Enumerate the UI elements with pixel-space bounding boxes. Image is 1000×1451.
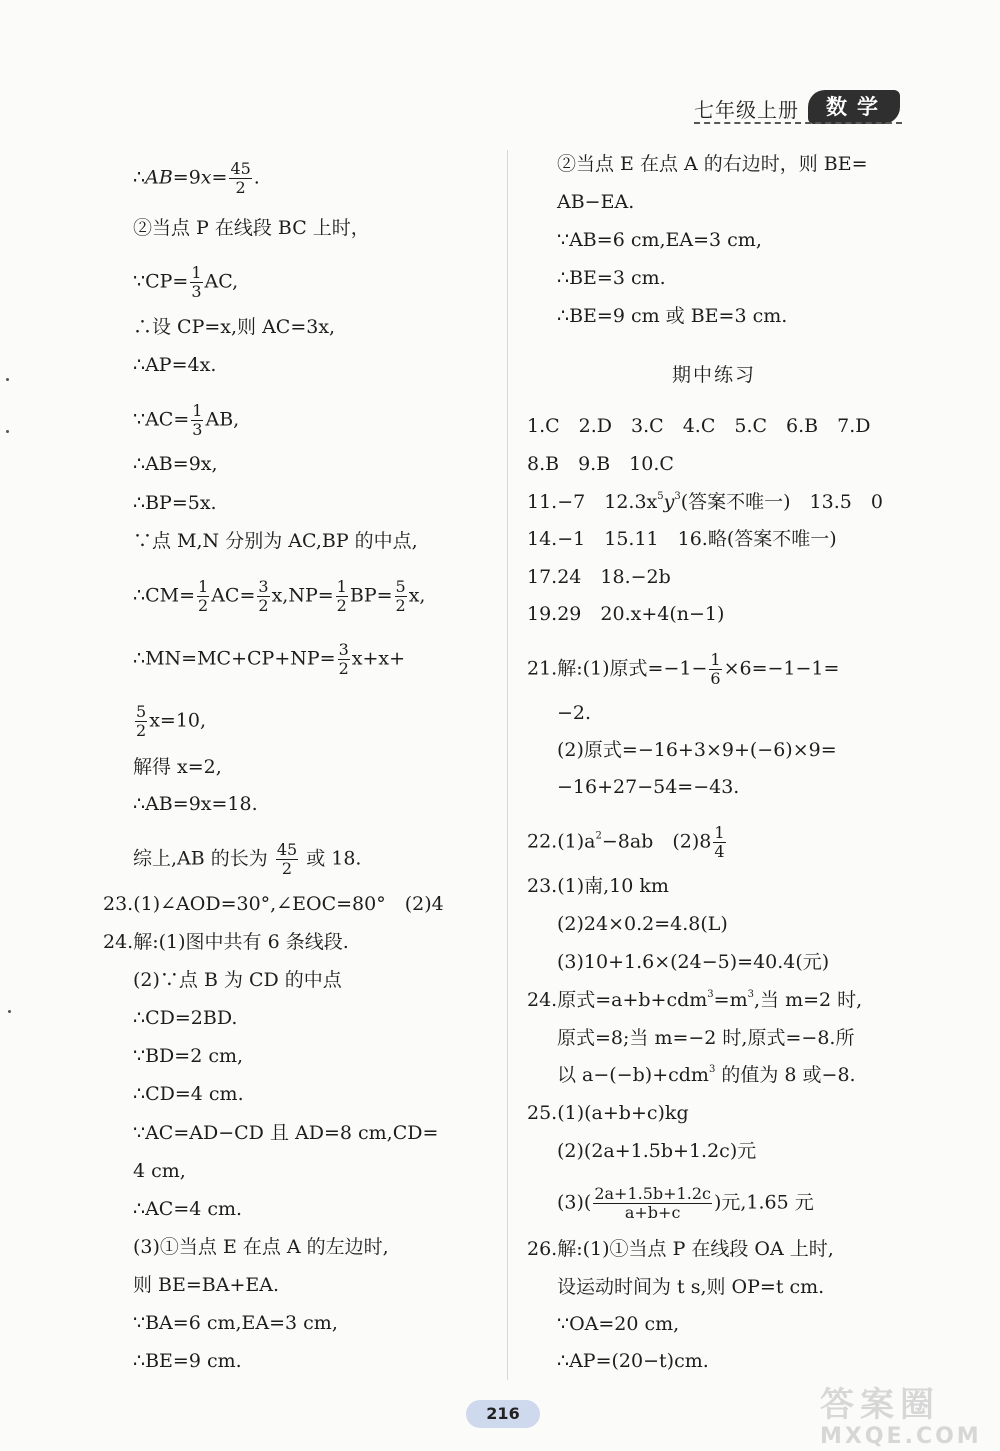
- subject-tab: 数学: [808, 90, 900, 124]
- right-line-2: AB−EA.: [557, 191, 635, 213]
- scan-speck: [8, 1010, 11, 1013]
- right-line-5: ∴BE=9 cm 或 BE=3 cm.: [557, 305, 788, 327]
- left-line-8: ∴BP=5x.: [133, 492, 217, 514]
- left-line-25: (3)①当点 E 在点 A 的左边时,: [133, 1236, 389, 1258]
- right-line-25: (3)( $\frac{2a+1.5b+1.2c}{a+b+c}$ )元,1.65 元: [557, 1184, 814, 1222]
- right-line-23: 25.(1)(a+b+c)kg: [527, 1102, 689, 1124]
- watermark-url: MXQE.COM: [820, 1424, 982, 1449]
- scan-speck: [6, 378, 9, 381]
- left-line-2: ②当点 P 在线段 BC 上时，: [133, 217, 370, 239]
- left-line-26: 则 BE=BA+EA.: [133, 1274, 280, 1296]
- right-line-24: (2)(2a+1.5b+1.2c)元: [557, 1140, 757, 1162]
- left-line-16: 23.(1)∠AOD=30°,∠EOC=80° (2)4: [103, 893, 444, 915]
- right-line-8: 11.−7 $12.3x^5y^3$(答案不唯一) 13.5 0: [527, 491, 883, 513]
- left-line-9: ∵点 M,N 分别为 AC,BP 的中点,: [133, 530, 418, 552]
- right-line-28: ∵OA=20 cm,: [557, 1313, 680, 1335]
- left-line-21: ∴CD=4 cm.: [133, 1083, 244, 1105]
- right-line-11: 19.29 20.x+4(n−1): [527, 603, 725, 625]
- section-title: 期中练习: [672, 364, 757, 386]
- right-line-1: ②当点 E 在点 A 的右边时，则 BE=: [557, 153, 868, 175]
- left-line-19: ∴CD=2BD.: [133, 1007, 238, 1029]
- right-line-29: ∴AP=(20−t)cm.: [557, 1350, 709, 1372]
- right-line-3: ∵AB=6 cm,EA=3 cm,: [557, 229, 762, 251]
- scan-speck: [6, 430, 9, 433]
- page-number: 216: [466, 1400, 540, 1428]
- left-line-7: ∴AB=9x,: [133, 453, 218, 475]
- left-line-15: 综上,AB 的长为 $\frac{45}{2}$ 或 18.: [133, 840, 362, 878]
- right-line-15: −16+27−54=−43.: [557, 776, 740, 798]
- left-line-17: 24.解:(1)图中共有 6 条线段.: [103, 931, 349, 953]
- right-line-21: 原式=8;当 m=−2 时,原式=−8.所: [557, 1027, 855, 1049]
- right-line-20: 24.原式$=a+b+cdm^3=m^3$,当 m=2 时,: [527, 989, 863, 1011]
- right-line-9: 14.−1 15.11 16.略(答案不唯一): [527, 528, 837, 550]
- column-divider: [507, 150, 508, 1380]
- left-line-3: ∵CP= $\frac{1}{3}$ AC,: [133, 263, 239, 301]
- left-line-24: ∴AC=4 cm.: [133, 1198, 243, 1220]
- right-line-7: 8.B 9.B 10.C: [527, 453, 674, 475]
- right-line-18: (2)24×0.2=4.8(L): [557, 913, 728, 935]
- right-line-27: 设运动时间为 t s,则 OP=t cm.: [557, 1276, 825, 1298]
- left-line-20: ∵BD=2 cm,: [133, 1045, 244, 1067]
- header-grade: 七年级上册: [694, 98, 799, 122]
- left-line-4: ∴设 CP=x,则 AC=3x,: [133, 316, 336, 338]
- right-line-12: 21.解:(1)原式=−1− $\frac{1}{6}$ ×6=−1−1=: [527, 650, 840, 688]
- right-line-26: 26.解:(1)①当点 P 在线段 OA 上时,: [527, 1238, 834, 1260]
- left-line-12: $\frac{5}{2}$ x=10,: [136, 702, 207, 740]
- left-line-28: ∴BE=9 cm.: [133, 1350, 242, 1372]
- left-line-27: ∵BA=6 cm,EA=3 cm,: [133, 1312, 338, 1334]
- right-line-10: 17.24 18.−2b: [527, 566, 671, 588]
- left-line-13: 解得 x=2,: [133, 756, 222, 778]
- left-line-6: ∵AC= $\frac{1}{3}$ AB,: [133, 401, 240, 439]
- header-divider: [694, 122, 902, 124]
- left-line-1: ∴AB=9x= $\frac{45}{2}$ .: [133, 159, 260, 197]
- right-line-6: 1.C 2.D 3.C 4.C 5.C 6.B 7.D: [527, 415, 871, 437]
- right-line-4: ∴BE=3 cm.: [557, 267, 666, 289]
- right-line-19: (3)10+1.6×(24−5)=40.4(元): [557, 951, 830, 973]
- watermark: [820, 1385, 990, 1451]
- right-line-14: (2)原式=−16+3×9+(−6)×9=: [557, 739, 837, 761]
- left-line-23: 4 cm,: [133, 1160, 186, 1182]
- left-line-11: ∴MN=MC+CP+NP= $\frac{3}{2}$ x+x+: [133, 640, 406, 678]
- left-line-5: ∴AP=4x.: [133, 354, 217, 376]
- left-line-14: ∴AB=9x=18.: [133, 793, 258, 815]
- right-line-17: 23.(1)南,10 km: [527, 875, 669, 897]
- left-line-22: ∵AC=AD−CD 且 AD=8 cm,CD=: [133, 1122, 439, 1144]
- watermark-logo: 答案圈: [820, 1385, 940, 1425]
- left-line-10: ∴CM= $\frac{1}{2}$ AC= $\frac{3}{2}$ x,NP= $\frac{1}{2}$ BP= $\frac{5}{2}$ x,: [133, 577, 426, 615]
- left-line-18: (2)∵点 B 为 CD 的中点: [133, 969, 342, 991]
- right-line-13: −2.: [557, 702, 592, 724]
- right-line-22: 以 a−(−b)+cdm$^3$ 的值为 8 或−8.: [557, 1064, 856, 1086]
- right-line-16: $22.(1)a^2-8ab$ (2)8 $\frac{1}{4}$: [527, 823, 725, 861]
